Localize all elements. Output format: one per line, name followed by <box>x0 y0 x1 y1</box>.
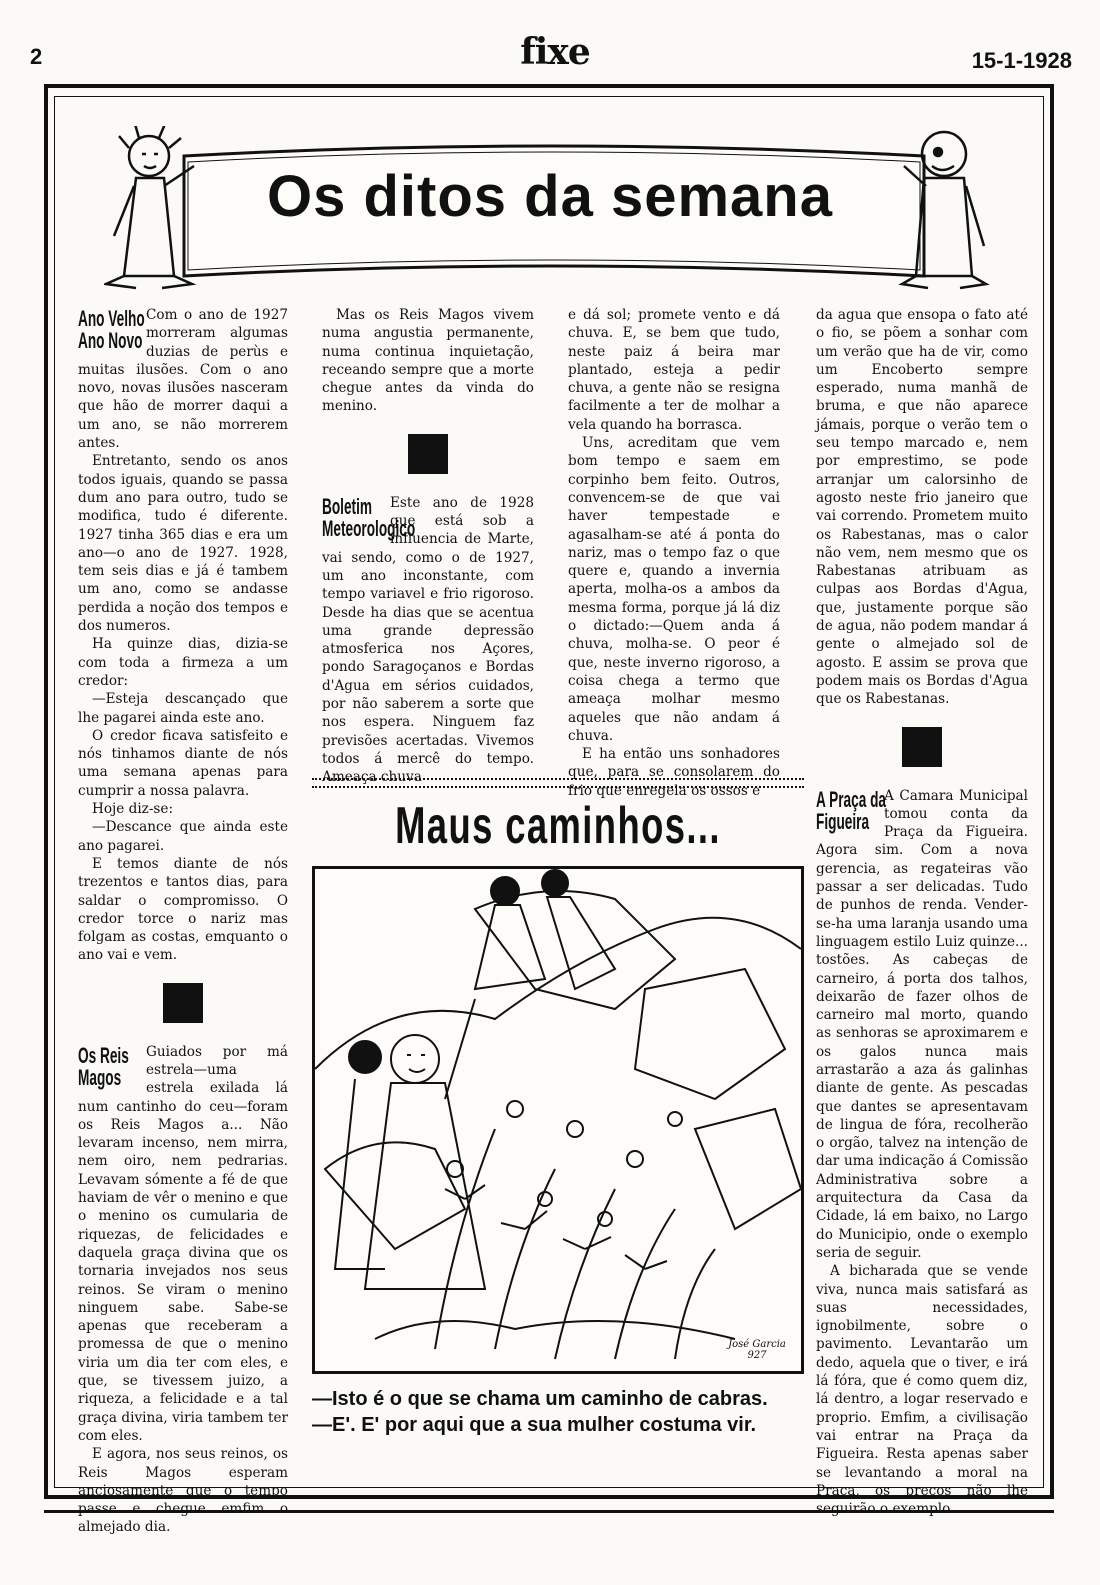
paragraph: Entretanto, sendo os anos todos iguais, quando se passa dum ano para outro, tudo se modifica, tudo é diferente. 1927 tinha 365 dias e era um ano—o ano de 1927. 1928, tem seis dias e já é tambem um ano, como se andasse perdida a noção dos tempos e dos numeros. <box>78 453 288 635</box>
column-1 <box>78 306 288 1537</box>
bottom-rule <box>44 1510 1054 1513</box>
issue-date: 15-1-1928 <box>971 48 1072 73</box>
paragraph: Ha quinze dias, dizia-se com toda a firmeza a um credor: <box>78 636 288 689</box>
artist-signature: José Garcia 927 <box>728 1339 786 1361</box>
caption-line-1: —Isto é o que se chama um caminho de cabras. <box>312 1388 768 1410</box>
paragraph: —Descance que ainda este ano pagarei. <box>78 819 288 854</box>
paragraph: Este ano de 1928 que está sob a influencia de Marte, vai sendo, como o de 1927, um ano inconstante, com tempo variavel e frio rigoroso. Desde ha dias que se acentua uma grande depressão atmosferica nos Açores, pondo Saragoçanos e Bordas d'Agua em sérios cuidados, por não saberem a sorte que nos espera. Ninguem faz previsões acertadas. Vivemos todos á mercê do tempo. Ameaça chuva <box>322 494 534 786</box>
paragraph: e dá sol; promete vento e dá chuva. E, se bem que tudo, neste paiz á beira mar plantado, esteja a pedir chuva, a gente não se resigna facilmente a ter de molhar a vela quando ha borrasca. <box>568 307 780 433</box>
cartoon-illustration <box>312 866 804 1374</box>
section-separator <box>408 434 448 474</box>
masthead-logo: fixe <box>520 31 590 73</box>
left-figure-illustration <box>106 126 194 288</box>
cartoon-caption <box>312 1386 804 1438</box>
cartoon-drawing <box>315 869 801 1371</box>
paragraph: Hoje diz-se: <box>92 801 174 818</box>
paragraph: E agora, nos seus reinos, os Reis Magos esperam anciosamente que o tempo almejado dia. <box>78 1446 288 1536</box>
paragraph: E ha então uns sonhadores que, para se consolarem do frio que enregela os ossos e <box>568 746 780 799</box>
dotted-divider <box>312 778 804 788</box>
column-4 <box>816 306 1028 1518</box>
page-number: 2 <box>30 44 43 69</box>
column-3 <box>568 306 780 800</box>
paragraph: A Camara Municipal tomou conta da Praça da Figueira. Agora sim. Com a nova gerencia, as regateiras vão passar a ser delicadas. Tudo de punhos de renda. Vender-se-ha uma laranja usando uma linguagem estilo Luiz quinze... tostões. As cabeças de carneiro, á porta dos talhos, deixarão de fazer olhos de carneiro mal morto, quando as senhoras se aproximarem e os galos nunca mais arrastarão a aza ás galinhas diante de gente. As pescadas que dantes se apresentavam de lingua de fóra, recolherão o orgão, talvez na intenção de dar uma indicação á Comissão Administrativa sobre a arquitectura da Casa da Cidade, lá em baixo, no Largo do Municipio, onde o exemplo seria de seguir. <box>816 787 1028 1261</box>
section-head-boletim: Boletim Meteorologico <box>322 493 416 541</box>
paragraph: Mas os Reis Magos vivem numa angustia permanente, numa continua inquietação, receando sempre que a morte chegue antes da vinda do menino. <box>322 307 534 415</box>
paragraph: O credor ficava satisfeito e nós tinhamos diante de nós uma semana apenas para cumprir a nossa palavra. <box>78 727 288 799</box>
paragraph: —Esteja descançado que lhe pagarei ainda este ano. <box>78 691 288 726</box>
paragraph: A bicharada que se vende viva, nunca mais satisfará as suas necessidades, ignobilmente, sobre o pavimento. Levantarão um dedo, aquela que o tiver, e irá lá fóra, que é como quem diz, lá dentro, a logar reservado e proprio. Emfim, a civilisação vai entrar na Praça da Figueira. Resta apenas saber se levantando a moral na Praça, os preços não lhe <box>816 1263 1028 1499</box>
paragraph: Uns, acreditam que vem bom tempo e saem em corpinho bem feito. Outros, convencem-se de que vai haver tempestade e agasalham-se até á ponta do nariz, mas o tempo faz o que quere e, quando a invernia aperta, molha-os a ambos da mesma forma, porque já lá diz o dictado:—Quem anda á chuva, molha-se. O peor é que, neste inverno rigoroso, a coisa chega a termo que ameaça molhar mesmo aqueles que não andam á chuva. <box>568 435 780 744</box>
cartoon-title: Maus caminhos... <box>395 797 721 855</box>
page-title: Os ditos da semana <box>267 164 833 229</box>
section-head-reis-magos: Os Reis Magos <box>78 1042 129 1090</box>
paragraph: Guiados por má estrela—uma estrela exilada lá num cantinho do ceu—foram os Reis Magos a... Não levaram incenso, nem mirra, nem oiro, nem pedrarias. Levavam sómente a fé de que haviam de vêr o menino e que o menino os cumularia de riquezas, de felicidades e daquela graça divina que os tornaria invejados nos seus reinos. Se viram o menino ninguem sabe. Sabe-se apenas que receberam a promessa de que o menino viria um dia ter com eles, e que, se tivessem juizo, a riqueza, a felicidade e a tal graça divina, viria tambem ter com eles. <box>78 1043 288 1444</box>
paragraph: E temos diante de nós trezentos e tantos dias, para saldar o compromisso. O credor torce o nariz mas folgam as costas, emquanto o ano vai e vem. <box>78 855 288 964</box>
column-2 <box>322 306 534 787</box>
section-head-ano-velho: Ano Velho Ano Novo <box>78 306 145 353</box>
paragraph: Com o ano de 1927 morreram algumas duzias de perùs e muitas ilusões. Com o ano novo, novas ilusões nasceram que hão de morrer daqui a um ano, se não morrerem antes. <box>78 307 288 452</box>
section-separator <box>163 983 203 1023</box>
section-head-praca-figueira: A Praça da Figueira <box>816 786 887 834</box>
caption-line-2: —E'. E' por aqui que a sua mulher costuma vir. <box>312 1414 757 1436</box>
section-separator <box>902 727 942 767</box>
paragraph: da agua que ensopa o fato até o fio, se põem a sonhar com um verão que ha de vir, como um Encoberto sempre esperado, numa manhã de bruma, e que não aparece jámais, porque o verão tem o seu tempo marcado e, nem por emprestimo, se pode arranjar um calorsinho de agosto neste frio janeiro que vai correndo. Prometem muito os Rabestanas, mas o calor não vem, nem mesmo que os Rabestanas atribuam as culpas aos Bordas d'Agua, que, justamente porque são de agua, não podem mandar á gente o almejado sol de agosto. E assim se prova que podem mais os Bordas d'Agua que os Rabestanas. <box>816 307 1028 708</box>
